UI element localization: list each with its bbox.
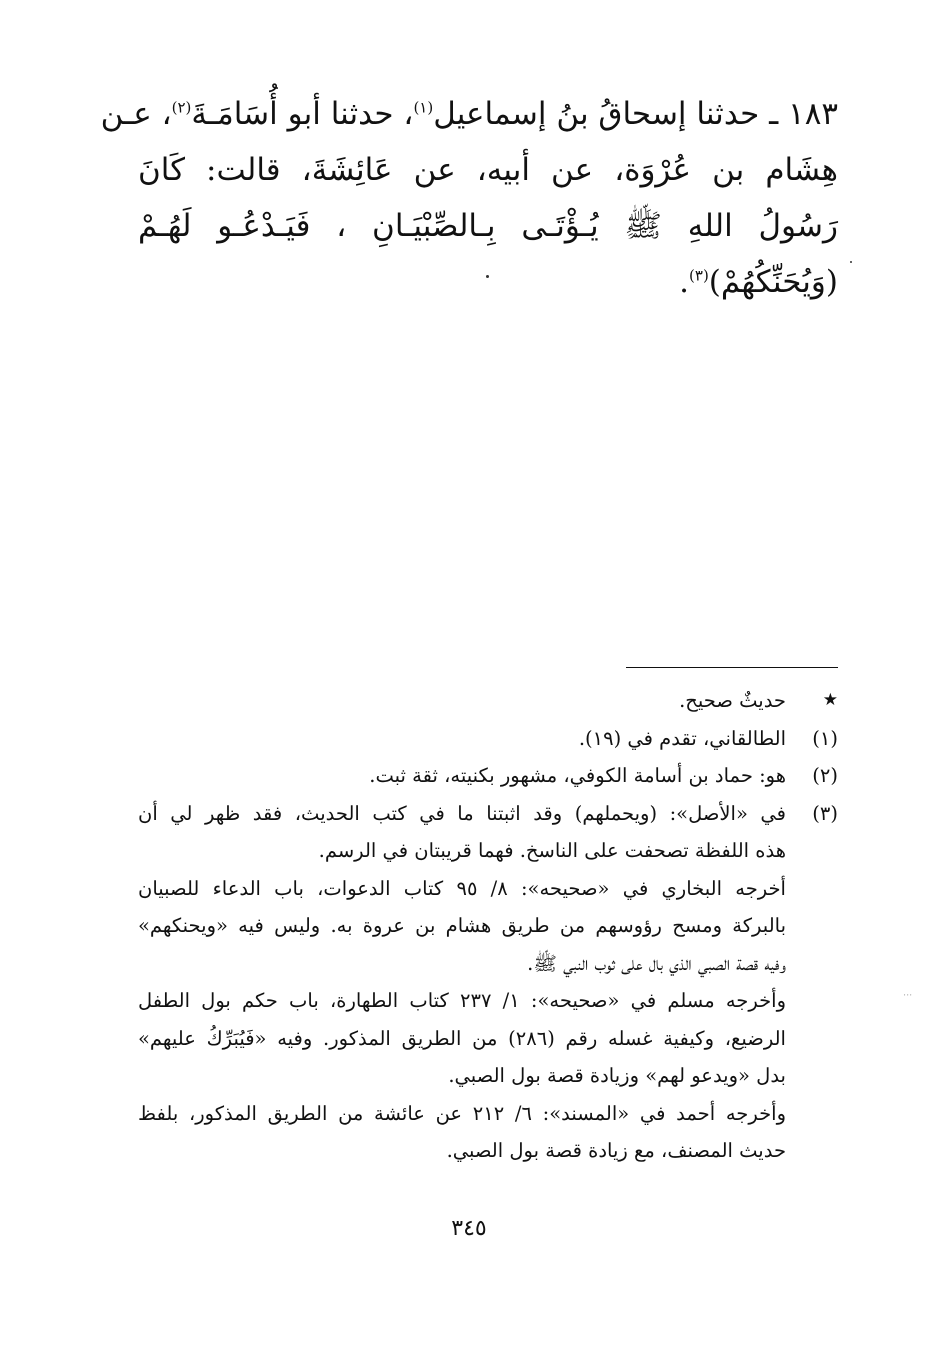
note-ref-1: (١): [413, 98, 434, 117]
footnote-3-line: وأخرجه مسلم في «صحيحه»: ١/ ٢٣٧ كتاب الطهارة، باب حكم بول الطفل: [138, 989, 786, 1012]
footnote-divider: [626, 667, 838, 668]
scan-speck: [850, 261, 852, 263]
footnote-3-line: وفيه قصة الصبي الذي بال على ثوب النبي ﷺ.: [527, 951, 786, 975]
footnote-star-text: حديثٌ صحيح.: [679, 689, 786, 712]
hadith-line-1-part-3: ، عـن: [100, 96, 172, 132]
footnote-3-line: وأخرجه أحمد في «المسند»: ٦/ ٢١٢ عن عائشة من الطريق المذكور، بلفظ: [138, 1101, 786, 1125]
scan-speck: [486, 275, 489, 278]
footnote-3-line: أخرجه البخاري في «صحيحه»: ٨/ ٩٥ كتاب الدعوات، باب الدعاء للصبيان: [138, 876, 786, 900]
hadith-line-3: رَسُولُ اللهِ ﷺ يُـؤْتَـى بِـالصِّبْيَـانِ ، فَيَـدْعُـو لَهُـمْ: [138, 208, 838, 244]
footnote-1-text: الطالقاني، تقدم في (١٩).: [578, 726, 786, 750]
footnote-3-line: في «الأصل»: (ويحملهم) وقد اثبتنا ما في كتب الحديث، فقد ظهر لي أن: [138, 801, 786, 825]
hadith-line-4: [138, 254, 838, 310]
footnote-1-mark: (١): [812, 726, 838, 750]
hadith-line-1-part-2: ، حدثنا أبو أُسَامَـةَ: [191, 96, 414, 132]
footnote-3-line: بدل «ويدعو لهم» وزيادة قصة بول الصبي.: [448, 1064, 786, 1087]
margin-speck: ⋅⋅⋅: [903, 991, 913, 1001]
footnote-3-line: هذه اللفظة تصحفت على الناسخ. فهما قريبتان في الرسم.: [318, 839, 786, 862]
note-ref-3: (٣): [689, 266, 709, 285]
footnote-3-line: حديث المصنف، مع زيادة قصة بول الصبي.: [446, 1139, 786, 1162]
star-icon: ★: [822, 690, 838, 710]
footnote-2: [138, 757, 838, 795]
footnote-2-text: هو: حماد بن أسامة الكوفي، مشهور بكنيته، ثقة ثبت.: [369, 764, 786, 787]
hadith-line-4-part-1: (وَيُحَنِّكُهُمْ): [708, 264, 838, 300]
page-number: ٣٤٥: [451, 1216, 487, 1241]
footnote-3: [138, 795, 838, 1170]
hadith-line-4-part-2: .: [679, 264, 690, 300]
hadith-line-2: هِشَام بن عُرْوَة، عن أبيه، عن عَائِشَةَ، قالت: كَانَ: [138, 152, 838, 188]
footnote-3-body: [138, 795, 786, 1170]
footnote-2-mark: (٢): [812, 764, 838, 787]
footnotes: [138, 682, 838, 1170]
footnote-3-mark: (٣): [812, 801, 838, 825]
note-ref-2: (٢): [171, 98, 192, 117]
hadith-line-1-part-1: ١٨٣ ـ حدثنا إسحاقُ بنُ إسماعيل: [433, 96, 838, 132]
footnote-star: [138, 682, 838, 720]
hadith-line-1: [100, 86, 838, 142]
footnote-3-line: بالبركة ومسح رؤوسهم من طريق هشام بن عروة به. وليس فيه «ويحنكهم»: [138, 914, 786, 937]
footnote-3-line: الرضيع، وكيفية غسله رقم (٢٨٦) من الطريق المذكور. وفيه «فَيُبَرِّكُ عليهم»: [138, 1026, 786, 1050]
footnote-1: [138, 720, 838, 758]
